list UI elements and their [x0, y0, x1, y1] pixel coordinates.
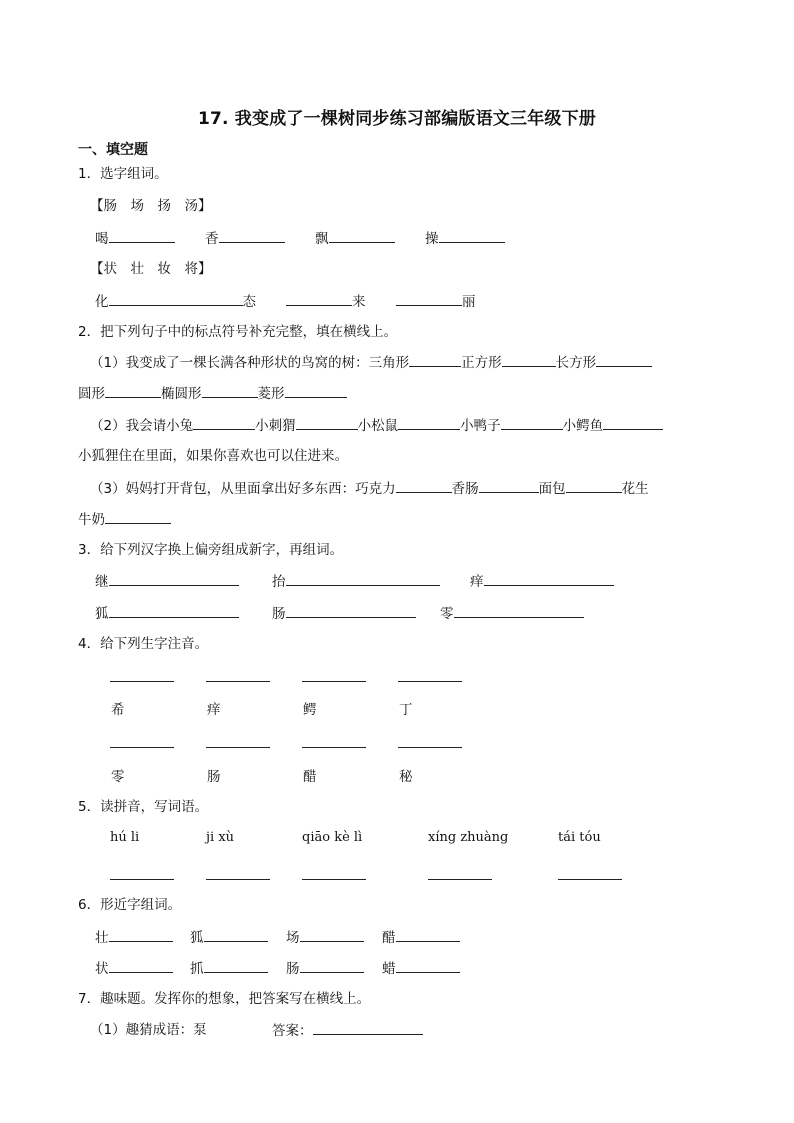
question-1-row-1 [95, 228, 175, 249]
char-label: 狐 [190, 930, 204, 946]
question-6-stem: 6．形近字组词。 [78, 897, 182, 913]
question-1-row-2-item [286, 291, 366, 312]
question-6-item [95, 958, 173, 979]
pinyin-blank[interactable] [110, 747, 174, 748]
char-label: 鳄 [303, 702, 317, 718]
answer-blank[interactable] [396, 927, 460, 942]
sentence-text: 正方形 [461, 355, 502, 371]
char-label: 飘 [315, 231, 329, 247]
char-label: 场 [286, 930, 300, 946]
answer-blank[interactable] [454, 603, 584, 618]
char-label: 状 [95, 961, 109, 977]
question-1-stem: 1．选字组词。 [78, 166, 168, 182]
question-4-stem: 4．给下列生字注音。 [78, 636, 209, 652]
char-label: 抬 [272, 574, 286, 590]
char-label: 态 [242, 294, 256, 310]
question-6-item [190, 927, 268, 948]
pinyin-label: tái tóu [558, 830, 601, 845]
question-2-stem: 2．把下列句子中的标点符号补充完整，填在横线上。 [78, 324, 398, 340]
question-7-answer [272, 1020, 423, 1041]
answer-blank[interactable] [109, 291, 243, 306]
answer-blank[interactable] [219, 228, 285, 243]
pinyin-blank[interactable] [206, 747, 270, 748]
sentence-text: （1）我变成了一棵长满各种形状的鸟窝的树：三角形 [90, 355, 410, 371]
question-3-item [272, 571, 440, 592]
char-label: 秘 [399, 769, 413, 785]
answer-blank[interactable] [300, 927, 364, 942]
punctuation-blank[interactable] [502, 352, 556, 367]
punctuation-blank[interactable] [603, 415, 663, 430]
sentence-text: （3）妈妈打开背包，从里面拿出好多东西：巧克力 [90, 481, 396, 497]
answer-blank[interactable] [396, 291, 462, 306]
question-6-item [95, 927, 173, 948]
answer-label: 答案： [272, 1023, 313, 1039]
question-2-sentence-2-line-2: 小狐狸住在里面，如果你喜欢也可以住进来。 [78, 448, 348, 464]
pinyin-label: ji xù [206, 830, 235, 845]
sentence-text: 牛奶 [78, 512, 105, 528]
char-label: 丁 [399, 702, 413, 718]
word-blank[interactable] [428, 879, 492, 880]
pinyin-blank[interactable] [110, 681, 174, 682]
char-label: 继 [95, 574, 109, 590]
punctuation-blank[interactable] [396, 478, 452, 493]
question-1-row-1-item [425, 228, 505, 249]
pinyin-blank[interactable] [206, 681, 270, 682]
answer-blank[interactable] [300, 958, 364, 973]
answer-blank[interactable] [286, 603, 416, 618]
question-3-item [95, 603, 239, 624]
answer-blank[interactable] [109, 603, 239, 618]
question-3-item [95, 571, 239, 592]
sentence-text: 小松鼠 [357, 418, 399, 434]
punctuation-blank[interactable] [285, 383, 347, 398]
punctuation-blank[interactable] [296, 415, 358, 430]
word-blank[interactable] [206, 879, 270, 880]
char-label: 肠 [272, 606, 286, 622]
answer-blank[interactable] [484, 571, 614, 586]
question-6-item [190, 958, 268, 979]
sentence-text: 小刺猬 [255, 418, 296, 434]
answer-blank[interactable] [313, 1020, 423, 1035]
question-1-char-group-1: 【肠 场 扬 汤】 [90, 198, 212, 214]
word-blank[interactable] [302, 879, 366, 880]
question-3-item [440, 603, 584, 624]
char-label: 醋 [303, 769, 317, 785]
char-label: 狐 [95, 606, 109, 622]
answer-blank[interactable] [439, 228, 505, 243]
question-6-item [382, 958, 460, 979]
page-title: 17. 我变成了一棵树同步练习部编版语文三年级下册 [197, 109, 597, 129]
section-heading: 一、填空题 [78, 142, 148, 158]
question-3-stem: 3．给下列汉字换上偏旁组成新字，再组词。 [78, 542, 344, 558]
question-2-sentence-1-line-1 [90, 352, 652, 373]
sentence-text: 面包 [538, 481, 566, 497]
char-label: 希 [111, 702, 125, 718]
question-2-sentence-1-line-2 [78, 383, 347, 404]
char-label: 蜡 [382, 961, 396, 977]
char-label: 痒 [207, 702, 221, 718]
question-1-row-1-item [315, 228, 395, 249]
question-1-row-2 [95, 291, 256, 312]
char-label: 抓 [190, 961, 204, 977]
sentence-text: （2）我会请小兔 [90, 418, 194, 434]
sentence-text: 小鳄鱼 [562, 418, 604, 434]
answer-blank[interactable] [204, 958, 268, 973]
char-label: 喝 [95, 231, 109, 247]
answer-blank[interactable] [109, 927, 173, 942]
sentence-text: 小鸭子 [460, 418, 501, 434]
punctuation-blank[interactable] [105, 509, 171, 524]
answer-blank[interactable] [329, 228, 395, 243]
answer-blank[interactable] [286, 291, 352, 306]
char-label: 肠 [207, 769, 221, 785]
pinyin-label: xíng zhuàng [428, 830, 509, 845]
sentence-text: 长方形 [555, 355, 597, 371]
punctuation-blank[interactable] [193, 415, 255, 430]
char-label: 零 [111, 769, 125, 785]
pinyin-blank[interactable] [302, 747, 366, 748]
char-label: 香 [205, 231, 219, 247]
char-label: 痒 [470, 574, 484, 590]
sentence-text: 菱形 [257, 386, 285, 402]
punctuation-blank[interactable] [202, 383, 258, 398]
char-label: 壮 [95, 930, 109, 946]
pinyin-label: qiāo kè lì [302, 830, 363, 845]
char-label: 化 [95, 294, 109, 310]
punctuation-blank[interactable] [501, 415, 563, 430]
question-2-sentence-3-line-2 [78, 509, 171, 530]
pinyin-blank[interactable] [398, 747, 462, 748]
word-blank[interactable] [558, 879, 622, 880]
question-6-item [286, 958, 364, 979]
riddle-label: （1）趣猜成语：泵 [90, 1022, 207, 1038]
sentence-text: 椭圆形 [161, 386, 202, 402]
answer-blank[interactable] [204, 927, 268, 942]
answer-blank[interactable] [286, 571, 440, 586]
question-2-sentence-3-line-1 [90, 478, 649, 499]
punctuation-blank[interactable] [409, 352, 461, 367]
question-3-item [272, 603, 416, 624]
question-5-stem: 5．读拼音，写词语。 [78, 799, 209, 815]
punctuation-blank[interactable] [398, 415, 460, 430]
question-2-sentence-2-line-1 [90, 415, 663, 436]
answer-blank[interactable] [109, 571, 239, 586]
answer-blank[interactable] [396, 958, 460, 973]
punctuation-blank[interactable] [566, 478, 622, 493]
question-1-char-group-2: 【状 壮 妆 将】 [90, 261, 212, 277]
pinyin-blank[interactable] [398, 681, 462, 682]
question-1-row-1-item [205, 228, 285, 249]
sentence-text: 圆形 [78, 386, 105, 402]
question-7-sub-1 [90, 1020, 207, 1040]
char-label: 丽 [462, 294, 476, 310]
sentence-text: 香肠 [451, 481, 479, 497]
punctuation-blank[interactable] [105, 383, 161, 398]
punctuation-blank[interactable] [479, 478, 539, 493]
pinyin-label: hú li [110, 830, 140, 845]
punctuation-blank[interactable] [596, 352, 652, 367]
word-blank[interactable] [110, 879, 174, 880]
pinyin-blank[interactable] [302, 681, 366, 682]
answer-blank[interactable] [109, 958, 173, 973]
sentence-text: 花生 [621, 481, 649, 497]
char-label: 醋 [382, 930, 396, 946]
answer-blank[interactable] [109, 228, 175, 243]
char-label: 操 [425, 231, 439, 247]
char-label: 肠 [286, 961, 300, 977]
question-6-item [286, 927, 364, 948]
question-7-stem: 7．趣味题。发挥你的想象，把答案写在横线上。 [78, 991, 371, 1007]
question-1-row-2-item [396, 291, 476, 312]
question-3-item [470, 571, 614, 592]
char-label: 零 [440, 606, 454, 622]
question-6-item [382, 927, 460, 948]
char-label: 来 [352, 294, 366, 310]
